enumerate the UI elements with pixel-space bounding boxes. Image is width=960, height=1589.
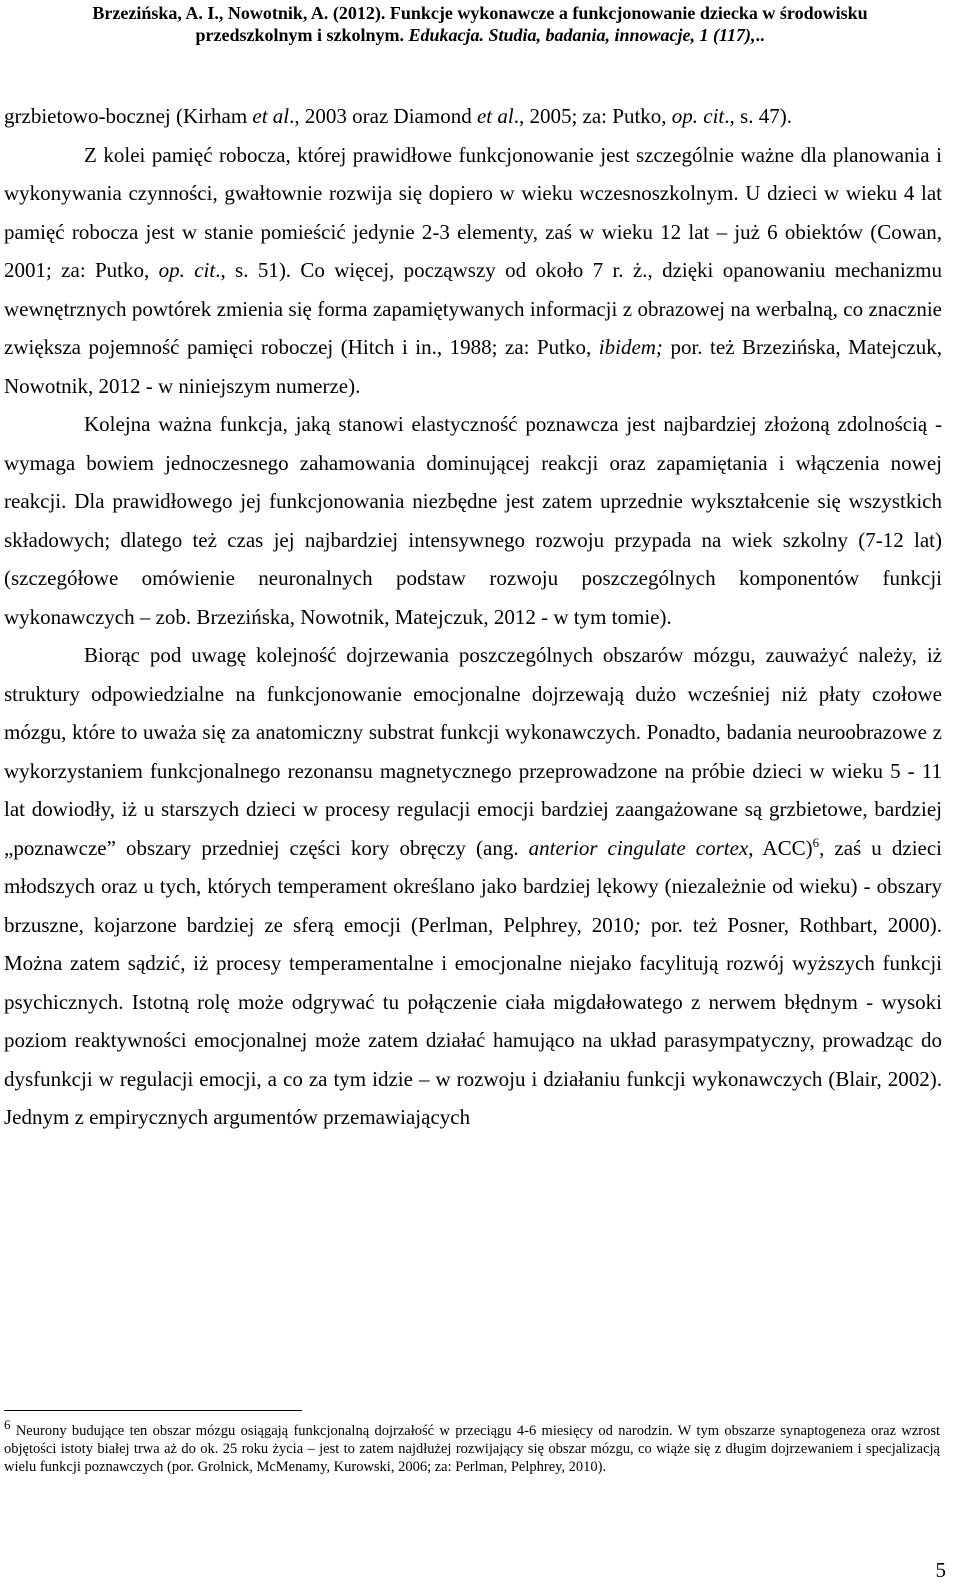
footnote-divider	[4, 1410, 302, 1411]
footnote-reference[interactable]: 6	[812, 834, 820, 850]
italic-run: et al	[252, 104, 290, 128]
footnote-marker: 6	[4, 1417, 11, 1433]
italic-run: op. cit	[671, 104, 725, 128]
text-run: por. też Posner, Rothbart, 2000). Można zatem sądzić, iż procesy temperamentalne i emocjonalne niejako facylitują rozwój wyższych funkcji psychicznych. Istotną rolę może odgrywać tu połączenie ciała migdałowatego z nerwem błędnym - wysoki poziom reaktywności emocjonalnej może zatem działać hamująco na układ parasympatyczny, prowadząc do dysfunkcji w regulacji emocji, a co za tym idzie – w rozwoju i działaniu funkcji wykonawczych (Blair, 2002). Jednym z empirycznych argumentów przemawiających	[4, 912, 943, 1129]
text-run: ., s. 51). Co więcej, począwszy od około 7 r. ż., dzięki opanowaniu mechanizmu wewnętrznych powtórek zmienia się forma zapamiętywanych informacji z obrazowej na werbalną, co znacznie zwiększa pojemność pamięci roboczej (Hitch i in., 1988; za: Putko,	[4, 258, 942, 359]
paragraph-2	[4, 136, 942, 406]
italic-run: ;	[633, 912, 641, 937]
main-text	[4, 97, 942, 1137]
header-line-2-journal: Edukacja. Studia, badania, innowacje, 1 (117),	[408, 25, 756, 45]
text-run: ., s. 47).	[724, 104, 792, 128]
text-run: ., 2005; za: Putko,	[513, 104, 672, 128]
text-run: ., 2003 oraz Diamond	[289, 104, 477, 128]
paragraph-4	[4, 636, 942, 1137]
text-run: por. też Brzezińska, Matejczuk, Nowotnik, 2012 - w niniejszym numerze).	[4, 335, 942, 398]
text-run: Biorąc pod uwagę kolejność dojrzewania poszczególnych obszarów mózgu, zauważyć należy, iż struktury odpowiedzialne na funkcjonowanie emocjonalne dojrzewają dużo wcześniej niż płaty czołowe mózgu, które to uważa się za anatomiczny substrat funkcji wykonawczych. Ponadto, badania neuroobrazowe z wykorzystaniem funkcjonalnego rezonansu magnetycznego przeprowadzone na próbie dzieci w wieku 5 - 11 lat dowiodły, iż u starszych dzieci w procesy regulacji emocji bardziej zaangażowane są grzbietowe, bardziej „poznawcze” obszary przedniej części kory obręczy (ang.	[4, 643, 942, 860]
header-line-2	[0, 24, 960, 46]
text-run: grzbietowo-bocznej (Kirham	[4, 104, 253, 128]
italic-run: et al	[476, 104, 514, 128]
paragraph-3: Kolejna ważna funkcja, jaką stanowi elastyczność poznawcza jest najbardziej złożoną zdolnością - wymaga bowiem jednoczesnego zahamowania dominującej reakcji oraz zapamiętania i włączenia nowej reakcji. Dla prawidłowego jej funkcjonowania niezbędne jest zatem uprzednie wykształcenie się wszystkich składowych; dlatego też czas jej najbardziej intensywnego rozwoju przypada na wiek szkolny (7-12 lat) (szczegółowe omówienie neuronalnych podstaw rozwoju poszczególnych komponentów funkcji wykonawczych – zob. Brzezińska, Nowotnik, Matejczuk, 2012 - w tym tomie).	[4, 412, 942, 629]
header-line-2-tail: ..	[755, 25, 765, 45]
page-number: 5	[935, 1558, 946, 1582]
running-header	[0, 2, 960, 46]
italic-run: ibidem;	[598, 335, 663, 359]
header-line-1: Brzezińska, A. I., Nowotnik, A. (2012). Funkcje wykonawcze a funkcjonowanie dziecka w środowisku	[92, 3, 868, 23]
paragraph-1	[4, 97, 942, 136]
italic-run: op. cit	[158, 258, 216, 282]
footnote	[4, 1417, 940, 1476]
text-run: , zaś u dzieci młodszych oraz u tych, których temperament określano jako bardziej lękowy (niezależnie od wieku) - obszary brzuszne, kojarzone bardziej ze sferą emocji (Perlman, Pelphrey, 2010	[4, 835, 943, 937]
text-run: Z kolei pamięć robocza, której prawidłowe funkcjonowanie jest szczególnie ważne dla planowania i wykonywania czynności, gwałtownie rozwija się dopiero w wieku wczesnoszkolnym. U dzieci w wieku 4 lat pamięć robocza jest w stanie pomieścić jedynie 2-3 elementy, zaś w wieku 12 lat – już 6 obiektów (Cowan, 2001; za: Putko,	[4, 142, 942, 282]
header-line-2-plain: przedszkolnym i szkolnym.	[195, 25, 409, 45]
footnote-text: Neurony budujące ten obszar mózgu osiągają funkcjonalną dojrzałość w przeciągu 4-6 miesięcy od narodzin. W tym obszarze synaptogeneza oraz wzrost objętości istoty białej trwa aż do ok. 25 roku życia – jest to zatem najdłużej rozwijający się obszar mózgu, co wiąże się z długim dojrzewaniem i specjalizacją wielu funkcji poznawczych (por. Grolnick, McMenamy, Kurowski, 2006; za: Perlman, Pelphrey, 2010).	[4, 1423, 940, 1475]
italic-run: anterior cingulate cortex	[528, 835, 749, 860]
text-run: , ACC)	[748, 835, 813, 860]
footnote-6	[4, 1417, 940, 1476]
